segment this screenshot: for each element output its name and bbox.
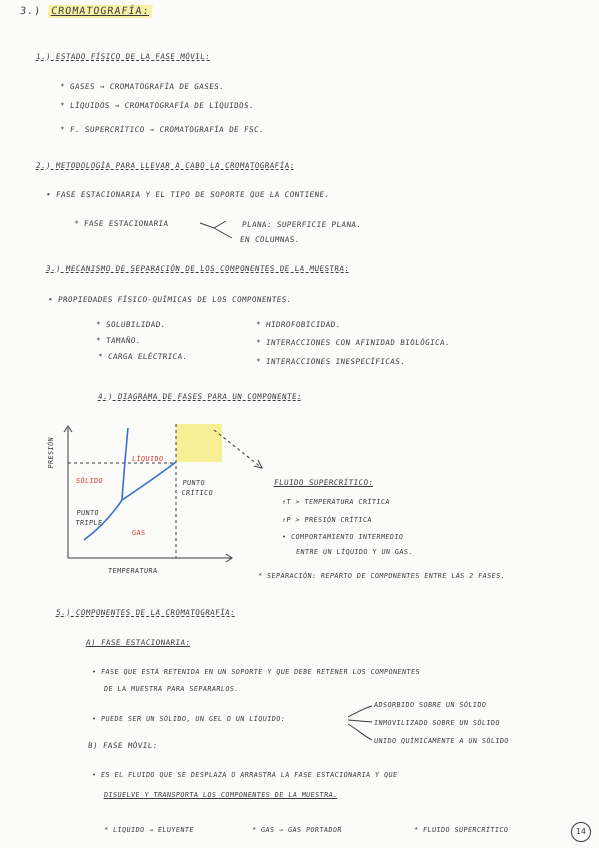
mobile-item-eluyente: * LÍQUIDO → ELUYENTE [103, 826, 195, 834]
property-hidrofobicidad: * HIDROFOBICIDAD. [255, 320, 342, 329]
stationary-option-unido: UNIDO QUÍMICAMENTE A UN SÓLIDO [373, 737, 510, 745]
section5-title: 5.) COMPONENTES DE LA CROMATOGRAFÍA: [55, 608, 236, 617]
stationary-text-3: • PUEDE SER UN SÓLIDO, UN GEL O UN LÍQUIDO: [91, 715, 286, 723]
fluid-supercritical-title: FLUIDO SUPERCRÍTICO: [273, 478, 374, 487]
stat-phase-option-columnas: EN COLUMNAS. [239, 235, 301, 244]
property-tamano: * TAMAÑO. [95, 336, 142, 345]
mobile-item-gas: * GAS → GAS PORTADOR [251, 826, 343, 834]
section2-title: 2.) METODOLOGÍA PARA LLEVAR A CABO LA CROMATOGRAFÍA: [35, 161, 296, 170]
stationary-option-adsorbido: ADSORBIDO SOBRE UN SÓLIDO [373, 701, 487, 709]
mobile-item-fsc: * FLUIDO SUPERCRÍTICO [413, 826, 509, 834]
fluid-item-behavior: • COMPORTAMIENTO INTERMEDIO [281, 533, 404, 541]
section1-item-0: * GASES → CROMATOGRAFÍA DE GASES. [59, 82, 225, 91]
stat-phase-label: * FASE ESTACIONARIA [73, 219, 169, 228]
fluid-item-behavior-cont: ENTRE UN LÍQUIDO Y UN GAS. [295, 548, 414, 556]
property-afinidad: * INTERACCIONES CON AFINIDAD BIOLÓGICA. [255, 338, 451, 347]
title-number: 3.) [19, 6, 42, 17]
section2-bullet: • FASE ESTACIONARIA Y EL TIPO DE SOPORTE QUE LA CONTIENE. [45, 190, 330, 199]
section3-title: 3.) MECANISMO DE SEPARACIÓN DE LOS COMPONENTES DE LA MUESTRA: [45, 264, 350, 273]
triple-point-label: PUNTO TRIPLE [75, 509, 103, 527]
section1-title: 1.) ESTADO FÍSICO DE LA FASE MÓVIL: [35, 52, 211, 61]
property-solubilidad: * SOLUBILIDAD. [95, 320, 167, 329]
temperature-axis-label: TEMPERATURA [107, 567, 158, 575]
title-text: CROMATOGRAFÍA: [47, 5, 153, 18]
mobile-phase-title: B) FASE MÓVIL: [87, 741, 159, 750]
pressure-axis-label: PRESIÓN [47, 436, 55, 469]
stationary-option-inmovilizado: INMOVILIZADO SOBRE UN SÓLIDO [373, 719, 501, 727]
fluid-item-temperature: ↑T > TEMPERATURA CRÍTICA [281, 498, 391, 506]
mobile-text-2: DISUELVE Y TRANSPORTA LOS COMPONENTES DE LA MUESTRA. [103, 791, 339, 799]
critical-point-label: PUNTO CRÍTICO [181, 479, 214, 497]
stat-phase-option-plana: PLANA: SUPERFICIE PLANA. [241, 220, 362, 229]
stationary-text-2: DE LA MUESTRA PARA SEPARARLOS. [103, 685, 240, 693]
section1-item-1: * LÍQUIDOS → CROMATOGRAFÍA DE LÍQUIDOS. [59, 101, 255, 110]
property-inespecificas: * INTERACCIONES INESPECÍFICAS. [255, 357, 406, 366]
separation-note: * SEPARACIÓN: REPARTO DE COMPONENTES ENTRE LAS 2 FASES. [257, 572, 506, 580]
liquid-label: LÍQUIDO [131, 455, 164, 463]
property-carga: * CARGA ELÉCTRICA. [97, 352, 189, 361]
section1-item-2: * F. SUPERCRÍTICO → CROMATOGRAFÍA DE FSC. [59, 125, 265, 134]
page-number: 14 [571, 822, 591, 842]
stationary-phase-title: A) FASE ESTACIONARIA: [85, 638, 191, 647]
mobile-text-1: • ES EL FLUIDO QUE SE DESPLAZA O ARRASTRA LA FASE ESTACIONARIA Y QUE [91, 771, 398, 779]
solid-label: SÓLIDO [75, 477, 104, 485]
section3-bullet: • PROPIEDADES FÍSICO-QUÍMICAS DE LOS COMPONENTES. [47, 295, 293, 304]
fluid-item-pressure: ↑P > PRESIÓN CRÍTICA [281, 516, 373, 524]
stationary-text-1: • FASE QUE ESTÁ RETENIDA EN UN SOPORTE Y QUE DEBE RETENER LOS COMPONENTES [91, 668, 421, 676]
gas-label: GAS [131, 529, 146, 537]
section4-title: 4.) DIAGRAMA DE FASES PARA UN COMPONENTE: [97, 392, 303, 401]
